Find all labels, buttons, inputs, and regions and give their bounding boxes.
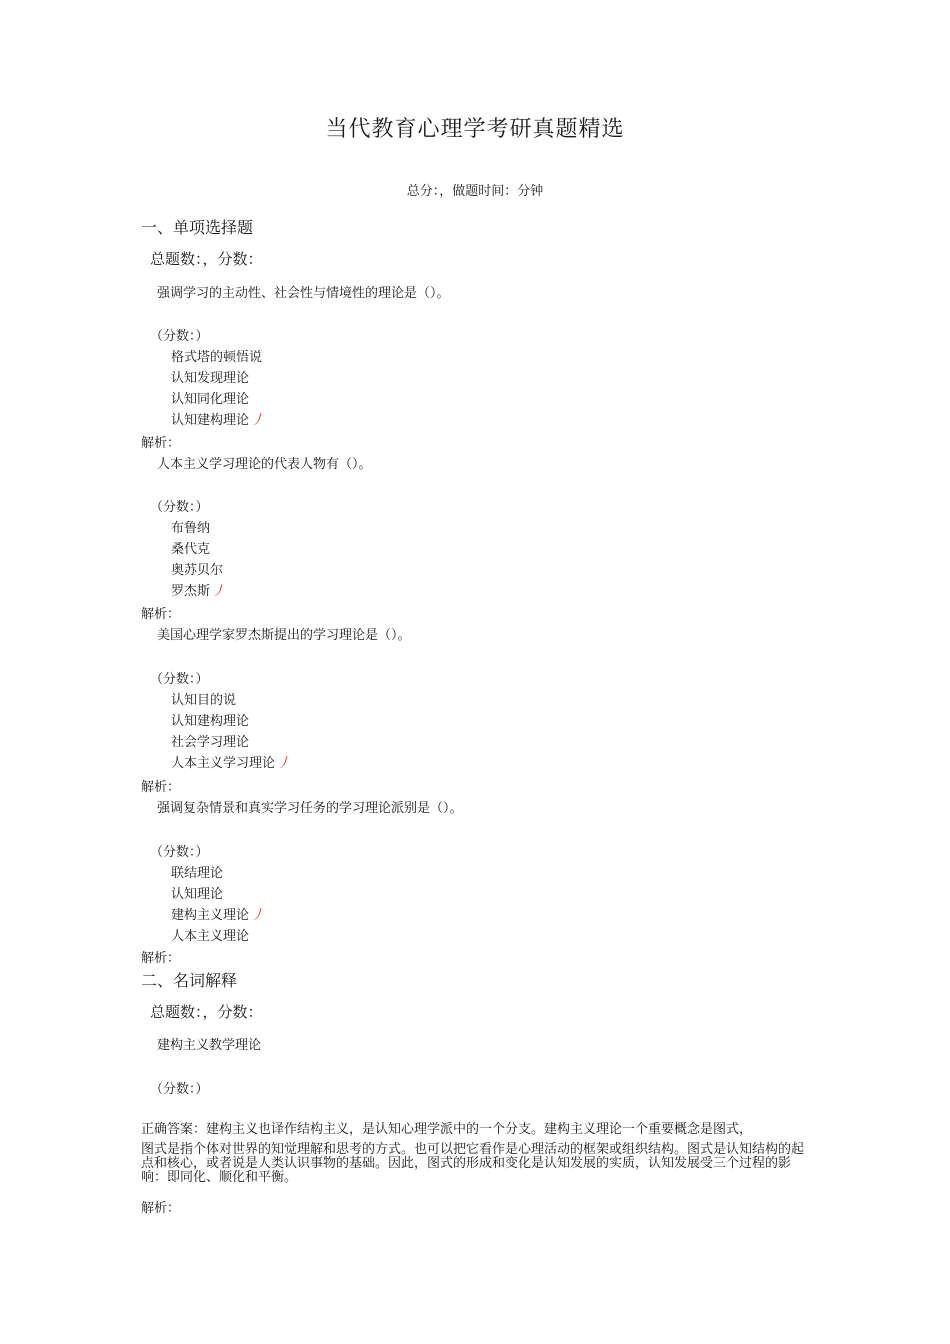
question-text: 美国心理学家罗杰斯提出的学习理论是（）。 [157, 628, 411, 643]
option-correct [171, 580, 225, 599]
analysis-label: 解析： [141, 780, 181, 795]
option: 桑代克 [171, 542, 211, 557]
section-count: 总题数：，分数： [150, 1003, 263, 1021]
option-correct [171, 904, 264, 923]
option-correct [171, 752, 290, 771]
question-score: （分数：） [150, 845, 209, 860]
check-mark-icon: 丿 [251, 908, 265, 923]
option: 认知目的说 [171, 693, 237, 708]
analysis-label: 解析： [141, 1201, 181, 1216]
analysis-label: 解析： [141, 436, 181, 451]
option: 认知同化理论 [171, 392, 250, 407]
answer-first-line: 正确答案：建构主义也译作结构主义，是认知心理学派中的一个分支。建构主义理论一个重要概念是图式， [141, 1122, 753, 1137]
section-heading-term-explanation: 二、名词解释 [141, 971, 238, 990]
option-label: 人本主义学习理论 [171, 756, 276, 771]
section-heading-single-choice: 一、单项选择题 [141, 218, 254, 237]
question-text: 人本主义学习理论的代表人物有（）。 [157, 457, 372, 472]
exam-meta: 总分：，做题时间：分钟 [406, 184, 544, 199]
check-mark-icon: 丿 [212, 584, 226, 599]
analysis-label: 解析： [141, 951, 181, 966]
check-mark-icon: 丿 [251, 413, 265, 428]
question-text: 强调学习的主动性、社会性与情境性的理论是（）。 [157, 286, 450, 301]
answer-body: 图式是指个体对世界的知觉理解和思考的方式。也可以把它看作是心理活动的框架或组织结构。图式是认知结构的起点和核心，或者说是人类认识事物的基础。因此，图式的形成和变化是认知发展的实质，认知发展受三个过程的影响：即同化、顺化和平衡。 [141, 1142, 805, 1185]
option: 社会学习理论 [171, 735, 250, 750]
option: 联结理论 [171, 866, 224, 881]
option: 认知建构理论 [171, 714, 250, 729]
option: 奥苏贝尔 [171, 563, 224, 578]
option-correct [171, 409, 264, 428]
answer-block [141, 1123, 816, 1185]
option: 布鲁纳 [171, 521, 211, 536]
question-score: （分数：） [150, 329, 209, 344]
question-score: （分数：） [150, 672, 209, 687]
option: 格式塔的顿悟说 [171, 350, 263, 365]
analysis-label: 解析： [141, 607, 181, 622]
option: 认知理论 [171, 887, 224, 902]
document-title: 当代教育心理学考研真题精选 [325, 117, 625, 142]
question-score: （分数：） [150, 500, 209, 515]
option-label: 认知建构理论 [171, 413, 250, 428]
question-score: （分数：） [150, 1082, 209, 1097]
option: 人本主义理论 [171, 929, 250, 944]
check-mark-icon: 丿 [277, 756, 291, 771]
section-count: 总题数：，分数： [150, 250, 263, 268]
option-label: 建构主义理论 [171, 908, 250, 923]
question-text: 建构主义教学理论 [157, 1038, 262, 1053]
option: 认知发现理论 [171, 371, 250, 386]
option-label: 罗杰斯 [171, 584, 211, 599]
question-text: 强调复杂情景和真实学习任务的学习理论派别是（）。 [157, 801, 463, 816]
